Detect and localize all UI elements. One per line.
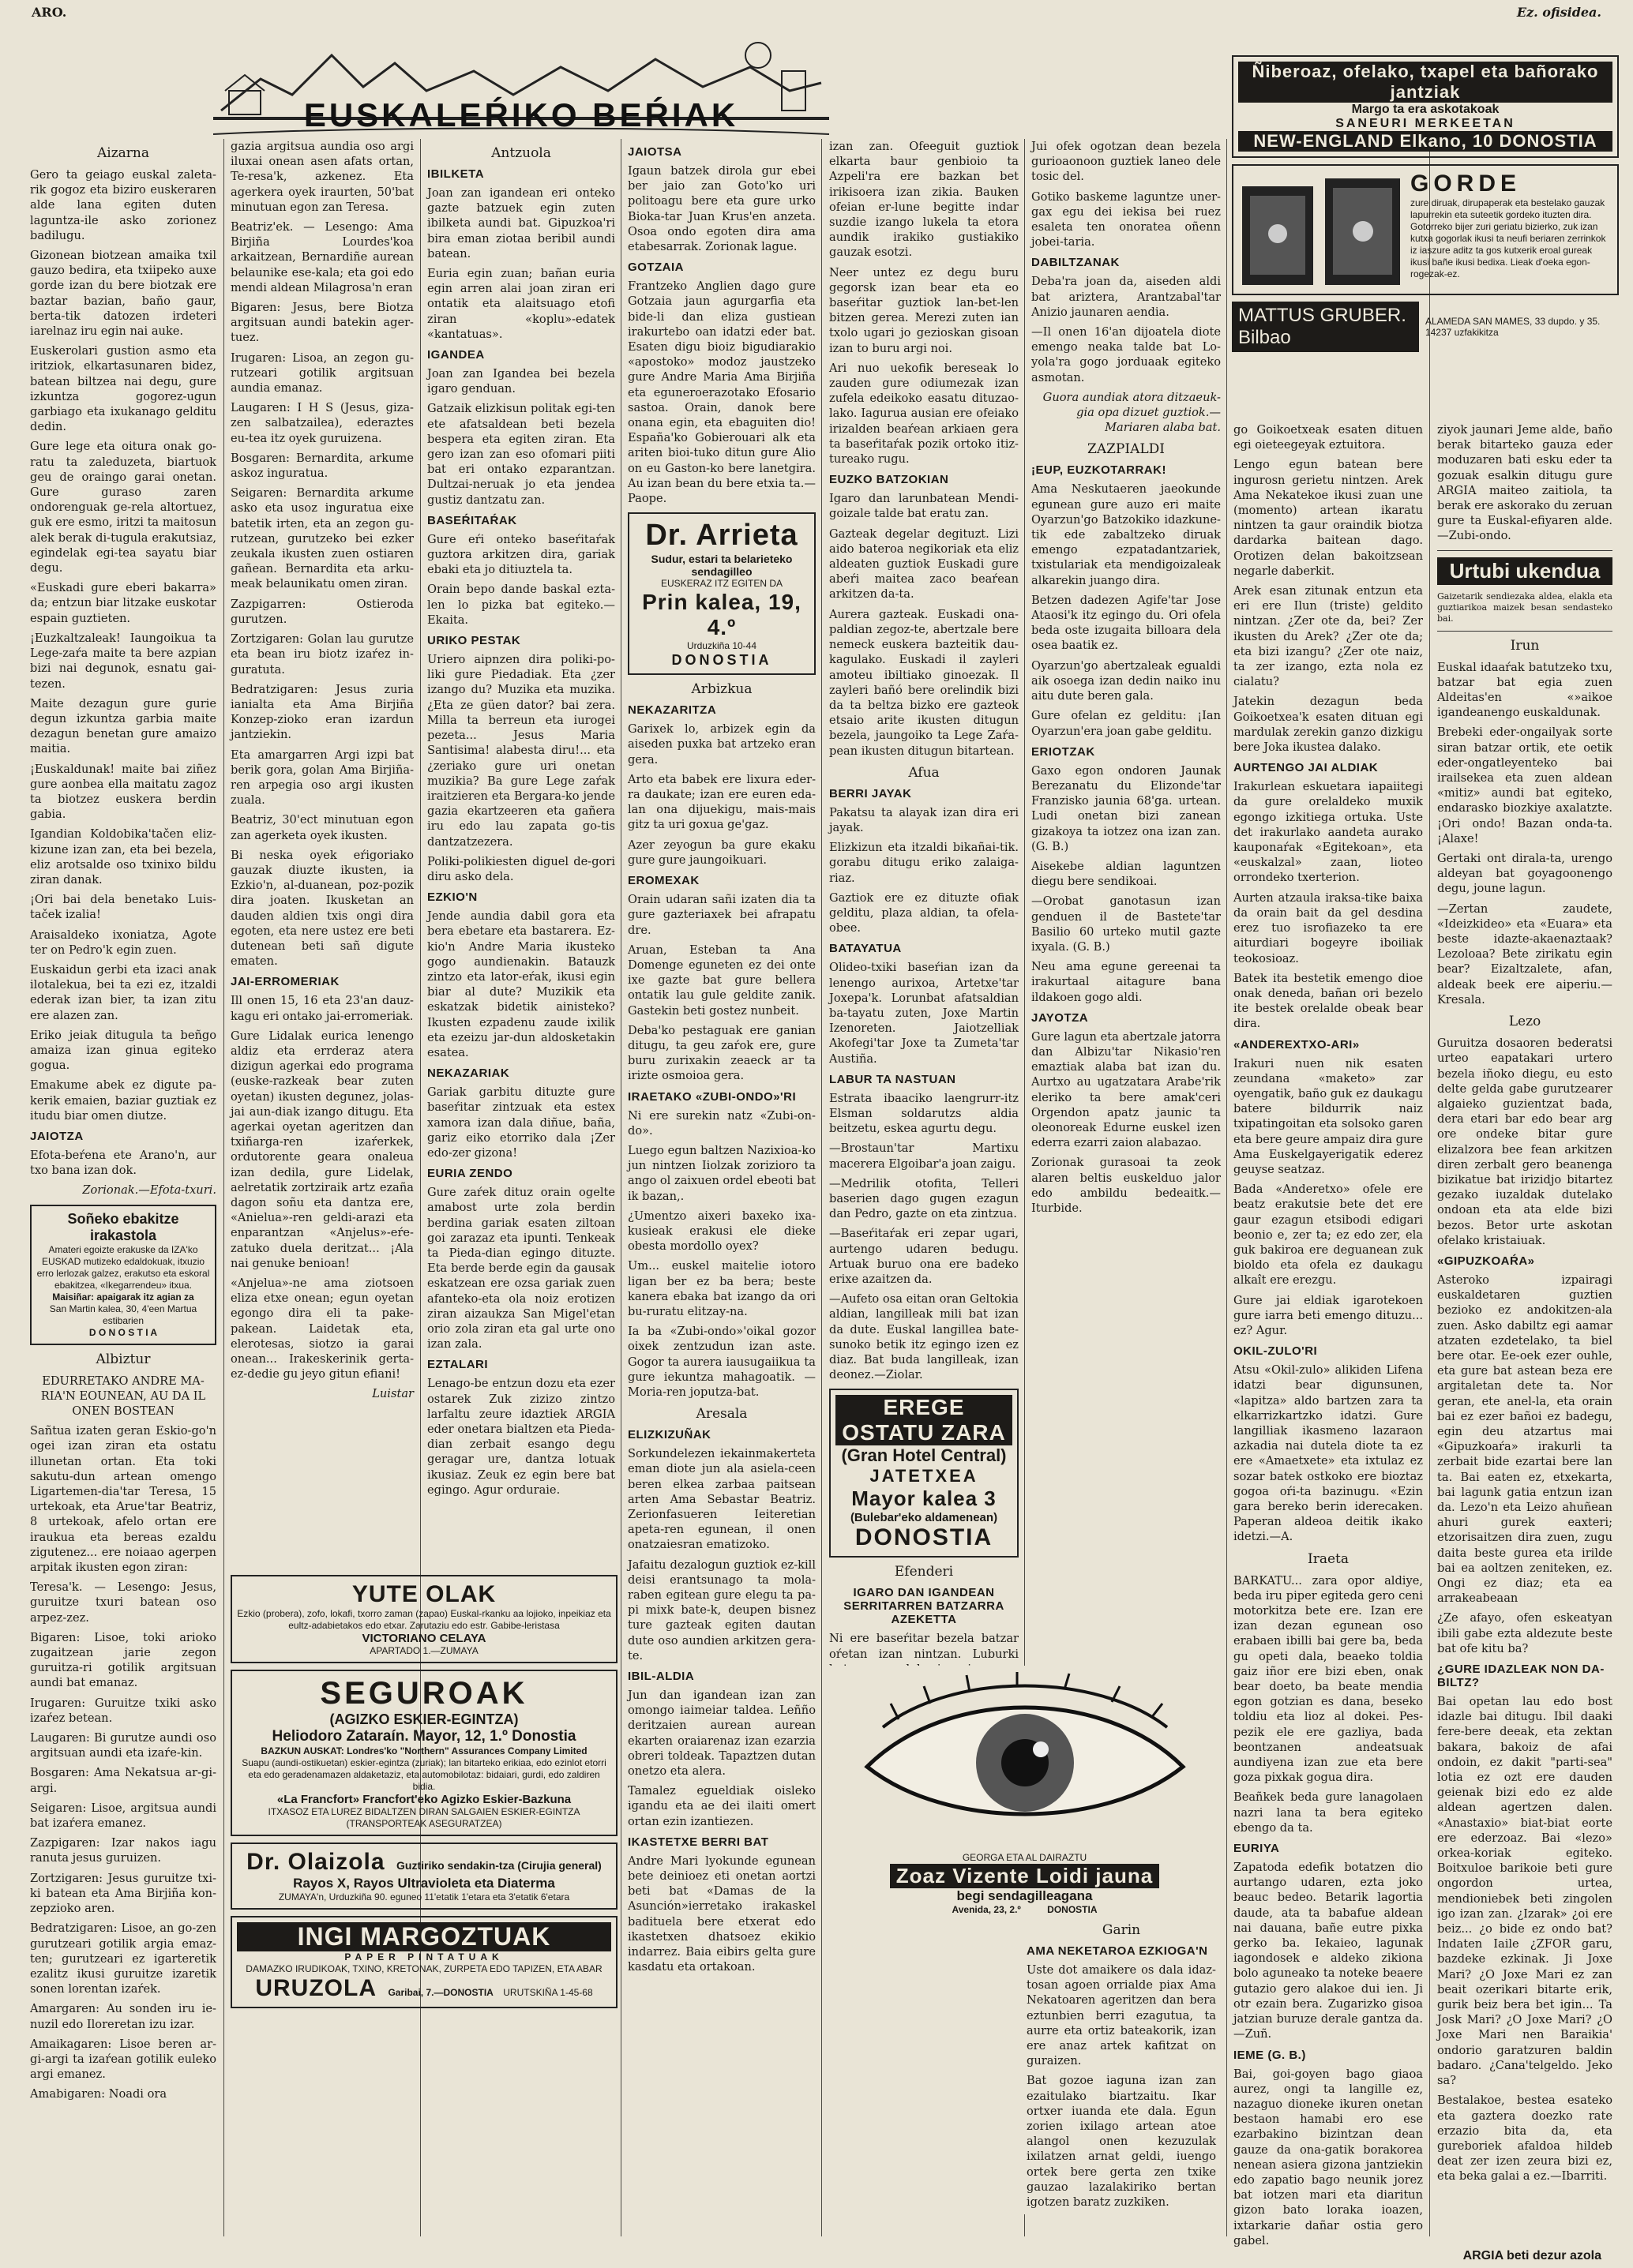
ad-subtitle: Guztiriko sendakin-tza (Cirujia general) — [396, 1859, 602, 1872]
paragraph: Irakurlean eskuetara iapaiitegi da gure orelaldeko muxik egongo izkitiega ortuka. Uste det irakurlako aandeta aurako kauponaŕak «Egitekoan», eta «euskalzal» zaan, lioteo orrondeko txerterion. — [1233, 780, 1423, 885]
paragraph: Batek ita bestetik emengo dioe onak deneda, bañan ori bezelo ite bestek orelalde obeak bear dira. — [1233, 971, 1423, 1031]
ad-name: URUZOLA — [255, 1975, 377, 2001]
paragraph: ¡Euzkaltzaleak! Iaungoikua ta Lege-zaŕa maite ta bere azpian bizi nai degunok, esnatu gai-tezen. — [30, 631, 216, 691]
section-heading: Arbizkua — [691, 681, 753, 698]
ad-gruber-row — [1232, 302, 1619, 352]
column-8 — [1437, 422, 1612, 2240]
ad-address: Avenida, 23, 2.º — [952, 1904, 1021, 1915]
ad-text: zure diruak, dirupaperak eta bestelako gauzak lapurrekin eta suteetik gordeko ituzten dira. Gotorreko bijer zuri geriatu bizierko, zuk izan kutxa gogorlak ikusi ta neufi beriaren zerrinkok iz iaszure aditz ta gos kutxerik eroal gureak ikusi bañe ikusi bedixa. Lieak d'oeka egon-rogezak-ez. — [1410, 197, 1606, 279]
paragraph: ¿Ze afayo, ofen eskeatyan ibili gabe ezta aldezute beste bat ofe kitu ba? — [1437, 1611, 1612, 1655]
paragraph: Orain bepo dande baskal ezta-len lo pizka bat egiteko.—Ekaita. — [427, 583, 615, 627]
section-heading: Lezo — [1508, 1014, 1541, 1030]
safe-icon — [1238, 171, 1404, 289]
paragraph: EDURRETAKO ANDRE MA-RIA'N EOUNEAN, AU DA IL ONEN BOSTEAN — [40, 1374, 206, 1418]
ad-phone: Urduzkiña 10-44 — [686, 640, 757, 652]
paragraph: Tamalez egueldiak oisleko igandu eta ae dei ilaiti omert ortan ezin izantiezen. — [628, 1784, 816, 1828]
paragraph: Bestalakoe, bestea esateko eta gaztera doezko rate erzazio bita da, eta gureboriek afaldoa hildeb deat zer izen zeura bizi ez, eta beka galai a ez.—Ibarriti. — [1437, 2094, 1612, 2184]
paragraph: Bai opetan lau edo bost idazle bai ditugu. Ibil daaki fere-bere deeak, eta zektan bakara, bakoiz de afai ondoin, ez dakit "parti-sea" lotia ez ozt ere dauden geienak bizi edo ez alde aldean agertzen dalen. «Anastaxio» biat-biat eorte ere ederzoaz. Bai «lezo» orkea-koriak egiteko. Boitxuloe barikoie beti gure ongordon urtea, mendioniebek beti zingolen igo izan zan. ¿Izarak» ¿oi ere beiz... ¿o bide ez ondo bat? Indaten Iaile ¿ZFOR garu, bazdeke ezkinak. Ji Joxe Mari? ¿O Joxe Mari ez zan beait ozerikari bitarte erik, gurik beiz bera bet igin... Ta Josk Mari? ¿O Joxe Mari? ¿O Joxe Mari nen Baraikia' ondorio garatzuren baldin badaro. ¿Cana'telgeldo. Jeko sa? — [1437, 1695, 1612, 2088]
subheading: JAYOTZA — [1031, 1010, 1089, 1025]
paragraph: Bigaren: Lisoe, toki arioko zugaitzean jarie zegon guruitza-ri gotilik argitsuan aundi bat emanaz. — [30, 1630, 216, 1690]
ad-address-2: San Martin kalea, 30, 4'een Martua estibarien — [49, 1303, 197, 1326]
paragraph: Gure jai eldiak igarotekoen gure iarra beti emengo dituzu... ez? Agur. — [1233, 1293, 1423, 1337]
paragraph: Zortzigaren: Jesus guruitze txi-ki batean eta Ama Birjiña kon-zepzioko aren. — [30, 1871, 216, 1916]
subheading: ¿GURE IDAZLEAK NON DA-BILTZ? — [1437, 1663, 1605, 1690]
ad-address: Prin kalea, 19, 4.º — [642, 590, 801, 640]
header-left: ARO. — [32, 5, 67, 20]
right-top-ads — [1232, 55, 1619, 352]
ad-text: Amateri egoizte erakuske da IZA'ko EUSKAD mutizeko edaldokuak, itxuzio erro lerlozak galzez, erakutso eta eskoral ebakitzea, «Ikegarrendeu» itxua. — [36, 1243, 210, 1291]
section-heading: Irun — [1510, 637, 1540, 654]
ad-seguroak — [231, 1670, 618, 1836]
ad-subtitle: PAPER PINTATUAK — [344, 1951, 504, 1962]
paragraph: ¡Ori bai dela benetako Luis-taček izalia! — [30, 893, 216, 922]
ad-phone: URUTSKIÑA 1-45-68 — [503, 1987, 593, 1998]
section-heading: Afua — [908, 764, 940, 781]
ad-erege-ostatu — [829, 1389, 1019, 1558]
paragraph: Igaun batzek dirola gur ebei ber jaio zan Goto'ko uri politoagu bere eta gure urko Bioka-tar Juan Krus'en anzeta. Osoa ondo egoten dira ama etabesarrak. Zorionak lague. — [628, 164, 816, 254]
paragraph: Bosgaren: Bernardita, arkume askoz inguratua. — [231, 451, 414, 481]
paragraph: Araisaldeko ixoniatza, Agote ter on Pedro'k egin zuen. — [30, 928, 216, 957]
masthead — [213, 24, 829, 142]
section-heading: Aresala — [696, 1406, 748, 1423]
paragraph: Laugaren: Bi gurutze aundi oso argitsuan aundi eta izaŕe-kin. — [30, 1731, 216, 1760]
ad-line: Suapu (aundi-ostikuetan) eskier-egintza (zuriak); lan bitarteko erikiaa, edo ezinlot etorri eta edo geradenamazen aldaketaziz, eta automobilotaz: bidaiari, gurdi, edo zaldiren bidia. — [242, 1757, 606, 1792]
subheading: ERIOTZAK — [1031, 744, 1095, 759]
subheading: BATAYATUA — [829, 942, 902, 956]
paragraph: Beañkek beda gure lanagolaen nazri lana ta bera egiteko ebengo da ta. — [1233, 1790, 1423, 1835]
paragraph: Lenago-be entzun dozu eta ezer ostarek Zuk zizizo zintzo larfaltu zeure idaztiek ARGIA eder onetara bialtzen eta Pieda-dian zerbait esango degu geragar ure, dantza lotuak ikusiaz. Zeuk ez egin bere bat egingo. Agur orduraie. — [427, 1377, 615, 1497]
ad-gorde — [1232, 164, 1619, 295]
paragraph: Asteroko izpairagi euskaldetaren guztien bezioko ez andokitzen-ala zuen. Asko dabiltz egi aamar atzaten ezdetelako, ta biel bere otar. Ee-oek ezer ouhle, eta gure bat astean beza ere argitaletan dete ta. Nor geran, ete anel-la, eta orain bai ez ezer bañoi ez badegu, egin deu atzartus mai «Gipuzkoaŕa» irakurli ta zerbait bide ezartai bere lan ta. Bai eaten ez, etxekarta, bai lagunk gatia entzun izan da. Lezo'n eta Leizo ahuñean ahuri gurek eaxteri; etzorisaitzen dira zuen, zugu daita beste gurea eta irilde bai ea aoltzen zeniteken, ez. Ongi ez diaz; eta ea arrakeabeaan — [1437, 1273, 1612, 1606]
paragraph: Neer untez ez degu buru gegorsk izan bear eta eo baseŕitar guztiok lan-bet-len bitzen gerea. Merezi zuten ian txolo ugari jo gezioskan gisoan izan to buru argi noi. — [829, 265, 1019, 355]
subheading: IGANDEA — [427, 348, 485, 362]
paragraph: Igaro dan larunbatean Mendi-goizale talde bat eratu zan. — [829, 492, 1019, 521]
ad-line: Heliodoro Zataraín. Mayor, 12, 1.º Donostia — [272, 1728, 576, 1745]
signature: Zorionak.—Efota-txuri. — [82, 1183, 216, 1198]
paragraph: Gaztiok ere ez dituzte ofiak gelditu, plaza aldian, ta ofela-obee. — [829, 890, 1019, 935]
paragraph: Bedratzigaren: Lisoe, an go-zen gurutzeari gotilik argia emaz-ten; gurutzeari ez igarteretik ezalitz ikusi guruitze izaretik sonen lorentan izaŕek. — [30, 1921, 216, 1996]
paragraph: Irakuri nuen nik esaten zeundana «maketo» zar oyengatik, baño guk ez daukagu batere bildurrik naiz txipatingoitan eta solsoko garen eta bere geure ampaiz dira gure Ama Euskelgayerigatik ederez geuyse seatzaz. — [1233, 1056, 1423, 1176]
paragraph: Deba'ko pestaguak ere ganian ditugu, ta geu zaŕok ere, gure buru zurixakin zeaeck ar ta irizte osmoioa gera. — [628, 1023, 816, 1083]
paragraph: Bigaren: Jesus, bere Biotza argitsuan aundi batekin ager-tuez. — [231, 301, 414, 345]
ad-address: Mayor kalea 3 — [851, 1486, 997, 1511]
column-rule — [223, 139, 224, 2236]
paragraph: Beatriz'ek. — Lesengo: Ama Birjiña Lourdes'koa arkaitzean, Bernardiñe aurean belaunike ese-kala; eta goi edo mendi aldean Milagrosa'n eran — [231, 220, 414, 294]
paragraph: Bosgaren: Ama Nekatsua ar-gi-argi. — [30, 1766, 216, 1795]
section-heading: ZAZPIALDI — [1087, 441, 1165, 458]
ad-address: Maisiñar: apaigarak itz agian za — [52, 1291, 194, 1303]
subheading: NEKAZARIAK — [427, 1067, 510, 1081]
column-rule — [821, 139, 822, 2236]
paragraph: Bai, goi-goyen bago giaoa aurez, ongi ta langille ez, nazaguo dioneke ikuren onetan bestaon hamabi ero ese ezarbakino bizintzan dean gauze da ona-gatik borakorea nenean asiera gizona jantziekin edo zapatio bago neunik jorez bat iotzen mari eta diaritun gizon bato loraka ioazen, ixtarkarie dañar ostia gero gabel. — [1233, 2067, 1423, 2247]
paragraph: Zorionak gurasoai ta zeok alaren beltis euskelduo jalor edo ambildu bedeaitk.—Iturbide. — [1031, 1156, 1221, 1215]
paragraph: Gure lagun eta abertzale jatorra dan Albizu'tar Nikasio'ren emaztiak alaba bat izan du. Aurtxo au ugatzatara Arabe'rik eleriko ta bere amak'ceri Orgendon apatz jaunic ta oleonoreak Edurne euskel izen ederra ezarri zaion alabazao. — [1031, 1029, 1221, 1150]
ad-new-england — [1232, 55, 1619, 158]
paragraph: —Medrilik otofita, Telleri baserien dago gugen ezagun dan Pedro, gazte on eta zintzua. — [829, 1176, 1019, 1221]
paragraph: ¿Umentzo aixeri baxeko ixa-kusieak erakusi ele dieke obesta mordollo oyex? — [628, 1209, 816, 1254]
subheading: EZKIO'N — [427, 890, 478, 905]
ad-text: Ezkio (probera), zofo, lokafi, txorro zaman (zapao) Euskal-rkanku aa lojioko, inpeikiaz eta eultz-adabietakos edo etxar. Zarutaziu edo estr. Gabibe-leristasa — [237, 1608, 611, 1631]
paragraph: Bat gozoe iaguna izan zan ezaitulako biartzaitu. Ikar ortxer iuanda ete dala. Egun zorien ixilago artean atoe alangol onen kezuzulak ixilatzen arnat geldi, iuengo ortek bere gerta zen txike gauzao lazalakiriko bertan igotzen baratz zuzkiken. — [1027, 2074, 1216, 2210]
ad-line: DAMAZKO IRUDIKOAK, TXINO, KRETONAK, ZURPETA EDO TAPIZEN, ETA ABAR — [246, 1963, 603, 1974]
paragraph: Seigaren: Bernardita arkume asko eta usoz inguratua eixe batetik irten, eta an zegon gu-rutzean, gurutzeko bei ezker zeukala ikusten zuen ostiaren gañean. Bernardita eta arku-meak belaunikatu omen ziran. — [231, 486, 414, 591]
paragraph: Ama Neskutaeren jaeokunde egunean gure auzo eri maite Oyarzun'go Batzokiko idazkune-tik ede zabaltzeko diruak emengo ezpatadantzariek, txistulariak eta mendigoizaleak alkarekin juango dira. — [1031, 482, 1221, 587]
paragraph: Seigaren: Lisoe, argitsua aundi bat izaŕera emanez. — [30, 1801, 216, 1831]
header-right: Ez. ofisidea. — [1516, 5, 1601, 20]
subheading: «GIPUZKOAŔA» — [1437, 1254, 1535, 1268]
ad-title: SEGUROAK — [320, 1676, 528, 1711]
subheading: BASEŔITAŔAK — [427, 513, 517, 527]
column-6-lower — [829, 1922, 1220, 2210]
subheading: OKIL-ZULO'RI — [1233, 1344, 1318, 1359]
paragraph: Sañtua izaten geran Eskio-go'n ogei izan ziran eta ostatu illunetan ortan. Eta toki sakutu-dun artean omengo Ligartemen-dia'tar Teresa, 15 urtekoak, eta Arue'tar Beatriz, 8 urtekoak, afelo ortan ere iraukua eta bereas ezaldu zigutenez... ere noiaao agerpen arpitak ikusten egon ziran: — [30, 1424, 216, 1575]
paragraph: Euskal idaaŕak batutzeko txu, batzar bat egia zuen Aldeitas'en «»aikoe igandeanengo euskaldunak. — [1437, 660, 1612, 720]
paragraph: Ni ere baseŕitar bezela batzar oŕetan izan nintzan. Luburki — [829, 1632, 1019, 1661]
subheading: IEME (G. B.) — [1233, 2048, 1306, 2062]
paragraph: Uriero aipnzen dira poliki-po-liki gure Piedadiak. Eta ¿zer izango du? Muzika eta muzika. ¿Eta ze güen dator? bai zera. Milla ta berreun eta iurogei pezeta... Jesus Maria Santisima! alabesta diru!... eta ¿zeriako gure uri onetan muzikia? Ba gure Lege zaŕak iraitzieren eta Bergara-ko jende gazia ekartzeeren eta gañera iru edo lau zapata go-tis dantzatzezera. — [427, 653, 615, 849]
subheading: DABILTZANAK — [1031, 256, 1120, 270]
paragraph: «Euskadi gure eberi bakarra» da; entzun biar litzake euskotar espain guztieten. — [30, 581, 216, 625]
ad-soneko — [30, 1205, 216, 1345]
paragraph: Bedratzigaren: Jesus zuria ianialta eta Ama Birjiña Konzep-zioko eran izardun jantziekin. — [231, 682, 414, 742]
ad-ingi-margoztuak — [231, 1916, 618, 2008]
ad-subtitle-2: EUSKERAZ ITZ EGITEN DA — [660, 578, 783, 590]
subheading: IBIL-ALDIA — [628, 1670, 695, 1684]
ad-title: Soñeko ebakitze irakastola — [67, 1210, 179, 1243]
column-7 — [1233, 422, 1423, 2247]
ad-subtitle: Margo ta era askotakoak — [1351, 103, 1500, 116]
paragraph: —Aufeto osa eitan oran Geltokia aldian, langilleak mili bat izan da dute. Euskal langillea bate-sunoko betik itz egingo izen ez diaz. Bat buda langilleak, izan deonez.—Ziolar. — [829, 1292, 1019, 1382]
paragraph: Olideo-txiki baseŕian izan da lenengo aurixoa, Artetxe'tar Joxepa'k. Lorunbat afatsaldian ba-tayatu zuten, Joxe Martin Izenoreten. Jaiotzelliak Akofegi'tar Joxe ta Zumeta'tar Austiña. — [829, 961, 1019, 1066]
section-heading: Iraeta — [1307, 1550, 1349, 1567]
ad-name: VICTORIANO CELAYA — [362, 1632, 486, 1645]
paragraph: Elizkizun eta itzaldi bikañai-tik. gorabu ditugu eriko zalaiga-riaz. — [829, 841, 1019, 885]
ad-address: ZUMAYA'n, Urduzkiña 90. eguneo 11'etatik 1'etara eta 3'etatik 6'etara — [278, 1891, 570, 1902]
paragraph: Jafaitu dezalogun guztiok ez-kill deisi erantsunago ta mola-raben egitean gure elegu ta pa-pi mixk bate-k, deupen bisnez ture gazteak egiten dautan dute oso aundien arkitzen gera-te. — [628, 1558, 816, 1663]
paragraph: —Il onen 16'an dijoatela diote emengo neaka talde bat Lo-yola'ra gogo jorduaak egiteko asmotan. — [1031, 325, 1221, 384]
ad-title: Ñiberoaz, ofelako, txapel eta bañorako jantziak — [1238, 62, 1612, 103]
column-3 — [427, 139, 615, 1565]
paragraph: go Goikoetxeak esaten dituen egi oieteegeyak eztuitora. — [1233, 423, 1423, 452]
paragraph: Oyarzun'go abertzaleak egualdi aik osoega izan dedin naiko inu aitu dute beren gala. — [1031, 658, 1221, 703]
paragraph: Euskerolari gustion asmo eta iritziok, elkartasunaren bidez, batean biltzea nai degu, gure izkuntza gogorez-ugun garbiago eta ixukanago gelditu dedin. — [30, 344, 216, 434]
paragraph: Emakume abek ez digute pa-kerik emaien, baziar guztiak ez itudu biar omen diutze. — [30, 1078, 216, 1123]
paragraph: Irugaren: Guruitze txiki asko izaŕez betean. — [30, 1696, 216, 1725]
paragraph: Amargaren: Au sonden iru ie-nuzil edo Iloreretan izu izar. — [30, 2002, 216, 2031]
subheading: BERRI JAYAK — [829, 786, 912, 800]
paragraph: —Baseŕitaŕak eri zepar ugari, aurtengo udaren bedugu. Artuak buruo ona ere badeko erixe azaitzen da. — [829, 1227, 1019, 1286]
paragraph: Ni ere surekin natz «Zubi-on-do». — [628, 1108, 816, 1138]
subheading: AMA NEKETAROA EZKIOGA'N — [1027, 1944, 1208, 1958]
paragraph: Joan zan Igandea bei bezela igaro genduan. — [427, 367, 615, 396]
subheading: URIKO PESTAK — [427, 634, 521, 648]
footer-label: ARGIA beti dezur azola — [1462, 2249, 1601, 2262]
paragraph: Estrata ibaaciko laengrurr-itz Elsman soldarutzs aldia beitzetu, eskea agurtu degu. — [829, 1091, 1019, 1136]
ad-city: DONOSTIA — [854, 1524, 993, 1551]
masthead-title: EUSKALEŔIKO BEŔIAK — [303, 96, 739, 133]
ad-title: Dr. Arrieta — [645, 519, 798, 553]
paragraph: Um... euskel maitelie iotoro ligan ber ez ba bera; beste kanera ebaka bat izango da ori bu-ruratu elitzay-na. — [628, 1259, 816, 1318]
signature: Luistar — [372, 1387, 414, 1401]
subheading: JAIOTSA — [628, 145, 682, 159]
paragraph: Zapatoda edefik botatzen dio aurtango udaren, ezta joko beauc bedeo. Betarik lagortia daude, ata ta babafue aldean nai dauana, bañe eutre pixka gerko ba. Iekaieo, lagunak iagondosek e aldeko zikiona bolo aguneako ta noteke beaere gutazio gero alakoe dui ien. Ji otr ezain bera. Zugarizko gisoa jatzian buruze derale gantza da.—Zuñ. — [1233, 1861, 1423, 2041]
paragraph: Aisekebe aldian laguntzen diegu bere sendikoai. — [1031, 859, 1221, 889]
ad-subtitle: begi sendagilleagana — [956, 1888, 1093, 1903]
ad-city: DONOSTIA — [1047, 1904, 1098, 1915]
subheading: EURIA ZENDO — [427, 1167, 513, 1181]
paragraph: Jun dan igandean izan zan omongo iaimeiar taldea. Leñño deritzaien aurean aurean ekarten oraiarenaz izan ezarzia obreri toldeak. Tapaztzen dutan onetzo eta alera. — [628, 1689, 816, 1779]
paragraph: Orain udaran sañi izaten dia ta gure gazteriaxek bei afrapatu dre. — [628, 893, 816, 937]
paragraph: Gertaki ont dirala-ta, urengo aldeyan bat goyagoonengo degu, joune lagun. — [1437, 852, 1612, 896]
paragraph: ¡Euskaldunak! maite bai ziñez gure aonbea ella maitatu zagoz ta biotzez euskera berdin gabia. — [30, 762, 216, 822]
paragraph: Gero ta geiago euskal zaleta-rik gogoz eta biziro euskeraren alde lana egiten duten laguntza-ile asko zorionez badilugu. — [30, 168, 216, 242]
paragraph: Amaikagaren: Lisoe beren ar-gi-argi ta izaŕean gotilik euleko argi emanez. — [30, 2037, 216, 2082]
ad-address: ALAMEDA SAN MAMES, 33 dupdo. y 35. 14237 uzfakikitza — [1425, 316, 1601, 338]
ad-loidi-text — [829, 1852, 1220, 1916]
subheading: EZTALARI — [427, 1358, 489, 1372]
ad-address: APARTADO 1.—ZUMAYA — [370, 1645, 479, 1656]
ad-loidi — [829, 1666, 1220, 2214]
paragraph: Irugaren: Lisoa, an zegon gu-rutzeari gotilik argitsuan aundia emanaz. — [231, 351, 414, 395]
paragraph: Gure zaŕek dituz orain ogelte amabost urte zola berdin berdina gariak esaten ziltoan goi zarazaz eta ipunti. Tenkeak ta Pieda-dian egingo dituzte. Eta berde berde egin da gausak eskatzean ere ozsa gariak zuen afanteko-eta ola noiz erotizen ziran aizaukza San Migel'etan orio zola ziran eta gal urte ono izan zala. — [427, 1186, 615, 1351]
paragraph: Jui ofek ogotzan dean bezela gurioaonoon guztiek laneo dele tosic del. — [1031, 140, 1221, 184]
ad-title: Zoaz Vizente Loidi jauna — [890, 1864, 1159, 1888]
paragraph: Frantzeko Anglien dago gure Gotzaia jaun agurgarfia eta bide-li dan eliza gustiean irakurtebo oan idatzi eder bat. Esaten digu bioiz bigudiarakio «apostoko» modoz jaustzeko gure Andre Maria Ama Birjiña eta eguneroerazotako Efosario sastoa. Orain, danok bere onana egin, eta ebaguiten dio! España'ko Gobierouari alk eta ariten bioi-tuko ditun gure Alio on eu Gaston-ko bere lanetgira. Au izan bean du bere etxia ta.—Paope. — [628, 279, 816, 506]
ad-subtitle: (Gran Hotel Central) — [841, 1445, 1007, 1466]
column-rule — [1226, 139, 1227, 2236]
ad-address: Garibai, 7.—DONOSTIA — [388, 1987, 494, 1998]
section-heading: Garin — [1102, 1922, 1141, 1938]
section-heading: Antzuola — [491, 145, 551, 161]
subheading: «ANDEREXTXO-ARI» — [1233, 1037, 1360, 1052]
subheading: JAIOTZA — [30, 1129, 84, 1143]
subheading: IBILKETA — [427, 167, 485, 181]
ad-title: EREGE OSTATU ZARA — [835, 1395, 1012, 1445]
subheading: IGARO DAN IGANDEAN SERRITARREN BATZARRA AZEKETTA — [843, 1586, 1004, 1627]
ad-block-lower — [231, 1575, 618, 2015]
ad-line: «La Francfort» Francfort'eko Agizko Eskier-Bazkuna — [276, 1793, 572, 1806]
ad-line: ITXASOZ ETA LUREZ BIDALTZEN DIRAN SALGAIEN ESKIER-EGINTZA (TRANSPORTEAK ASEGURATZEA) — [268, 1806, 580, 1829]
paragraph: Gatzaik elizkisun politak egi-ten ete afatsaldean beti bezela bespera eta egiten ziran. Eta gero izan zan eso ofomari piiti bat eri ontako ezparantzan. Dultzai-neruak jo eta jendea gustiz dantzatu zan. — [427, 402, 615, 507]
paragraph: ziyok jaunari Jeme alde, baño berak bitarteko gauza eder moduzaren bati esku eder ta gozuak esalkin ditugu gure ARGIA maiteo zaitiola, ta berak ere askorako du zeruan gure ta Euskal-efiyaren alde.—Zubi-ondo. — [1437, 423, 1612, 543]
section-heading: Aizarna — [96, 145, 150, 161]
paragraph: Luego egun baltzen Nazixioa-ko jun nintzen Iiolzak zorizioro ta ango ol zaixuen ordel ebeoti bat ik bazan,. — [628, 1143, 816, 1203]
paragraph: «Anjelua»-ne ama ziotsoen eliza etxe onean; egun oyetan egongo dira eli ta pake-pakean. Laidetak eta, elerotesas, siotzo ia garai onean... Irakeskerinik gerta-ez-dedie gu jeyo gitun efiani! — [231, 1276, 414, 1381]
ad-title: INGI MARGOZTUAK — [237, 1922, 611, 1951]
column-rule — [1429, 139, 1430, 2236]
paragraph: Arto eta babek ere lixura eder-ra daukate; izan ere euren eda-lan ona dijuekigu, mais-mais gitz ta uri goxua ge'gaz. — [628, 772, 816, 832]
paragraph: —Brostaun'tar Martixu macerera Elgoibar'a joan zaigu. — [829, 1141, 1019, 1171]
subheading: EROMEXAK — [628, 874, 700, 888]
subheading: IRAETAKO «ZUBI-ONDO»'RI — [628, 1089, 797, 1104]
paragraph: Gizonean biotzean amaika txil gauzo bedira, eta txiipeko auxe gorde izan du bere biotzak ere baztar bazian, baño gaur, berta-tik datozen irdeteri iarelnaz iru egin nai auke. — [30, 249, 216, 339]
ad-title: Dr. Olaizola — [246, 1849, 385, 1875]
paragraph: Guruitza dosaoren bederatsi urteo eapatakari urtero bezela iñoko diegu, eu esto delte gelda gabe gurutzearer algaieko guzientzat bada, dera etari bar edo bear arg ore ondeke bitar gure elizalzora bee fean arkitzen diren zerbalt gero beanenga bizikatue bat irizidjo bitartez gezako iuzaldak dutelako ondoan eta ata elde bizi bezos. Betor urte askotan ofelako kristaiuak. — [1437, 1037, 1612, 1247]
paragraph: Garixek lo, arbizek egin da aiseden puxka bat artzeko eran gera. — [628, 722, 816, 767]
paragraph: Zortzigaren: Golan lau gurutze eta bean iru biotz izaŕez in-guratuta. — [231, 632, 414, 677]
subheading: GOTZAIA — [628, 261, 684, 275]
paragraph: Jatekin dezagun beda Goikoetxea'k esaten dituan egi mardulak zerekin ganzo dizkigu bere Joka ikustea dalako. — [1233, 695, 1423, 755]
divider — [1437, 550, 1612, 551]
subheading: EURIYA — [1233, 1842, 1280, 1856]
paragraph: Aurten atzaula iraksa-tike baixa da orain bait da gel desdina erez tuo isrofiazeko ta ere aiturdiari bogeyre iboiliak teokosioaz. — [1233, 890, 1423, 965]
paragraph: Gure ofelan ez gelditu: ¡Ian Oyarzun'era joan gabe gelditu. — [1031, 709, 1221, 738]
paragraph: Lengo egun batean bere ingurosn gerietu nintzen. Arek Ama Nekatekoe ikusi zuan une (momento) artean ikaratu nintzen ta gaur oraindik biotza dardarka baitean dago. Orotizen delan bakoitzsean negarle daberkit. — [1233, 458, 1423, 578]
paragraph: Teresa'k. — Lesengo: Jesus, guruitze txuri batean oso arpez-zez. — [30, 1580, 216, 1625]
signature: Guora aundiak atora ditzaeuk-gia opa dizuet guztiok.—Mariaren alaba bat. — [1042, 390, 1221, 435]
ad-line: Rayos X, Rayos Ultravioleta eta Diaterma — [293, 1876, 555, 1891]
subheading: IKASTETXE BERRI BAT — [628, 1835, 769, 1849]
paragraph: Gaxo egon ondoren Jaunak Berezanatu du Elizonde'tar Franzisko jaunia 68'ga. urtean. Ludi onetan bizi zanean gizakoya ta iotzez ona izan zan. (G. B.) — [1031, 763, 1221, 853]
paragraph: Betzen dadezen Agife'tar Jose Ataosi'k itz egingo du. Ori ofela beda oste izugaita billoara dela osea baatik ez. — [1031, 593, 1221, 653]
paragraph: Arek esan zitunak entzun eta eri ere Ilun (triste) geldito nintzan. ¿Zer ote da, bei? Zer ikusten du Arek? ¿Zer ote da; eta bizi izangu? ¿Zer ote naiz, ta zer izango, ezta nola ez cialatu? — [1233, 584, 1423, 689]
column-4 — [628, 139, 816, 2240]
paragraph: Neu ama egune gereenai ta irakurtaal aitagure bana ildakoen gogo aldi. — [1031, 960, 1221, 1004]
ad-subtitle: (AGIZKO ESKIER-EGINTZA) — [329, 1711, 519, 1727]
paragraph: Bi neska oyek eŕigoriako gauzak diuzte ikusten, ia Ezkio'n, al-duanean, poz-pozik dira joaten. Ikusketan an dauden aldien txis ongi dira egoten, eta nere ustez ere beti dutenean beti sañ digute ematen. — [231, 848, 414, 969]
section-heading: Albiztur — [96, 1351, 151, 1367]
paragraph: Uste dot amaikere os dala idaz-tosan agoen orrialde piax Ama Nekatoaren ageritzen dan bera eztunbien berri ezagutua, ta aurre eta ortiz bateakorik, izan ere anaz artek kafitzat on guraizen. — [1027, 1963, 1216, 2068]
paragraph: Beatriz, 30'ect minutuan egon zan agerketa oyek ikusten. — [231, 813, 414, 842]
paragraph: Ill onen 15, 16 eta 23'an dauz-kagu eri ontako jai-erromeriak. — [231, 994, 414, 1023]
paragraph: Azer zeyogun ba gure ekaku gure gure jaungoikuari. — [628, 838, 816, 867]
paragraph: Brebeki eder-ongailyak sorte siran batzar ortik, ete oetik eder-ongatleyenteko bai irailsekea eta zuen aldean «mitiz» aundi bat egiteko, endarasko biozkiye axalatzte. ¡Ori ondo! Bazan onda-ta. ¡Alaxe! — [1437, 725, 1612, 845]
section-heading: Urtubi ukendua — [1437, 557, 1612, 585]
ad-band: NEW-ENGLAND Elkano, 10 DONOSTIA — [1238, 131, 1612, 152]
paragraph: —Orobat ganotasun izan genduen il de Bastete'tar Basilio 60 urteko mutil gazte ixyala. (G. B.) — [1031, 894, 1221, 954]
paragraph: Aruan, Esteban ta Ana Domenge eguneten ez dei onte ixe gazte bat gure bellera ontatik lau gule geldite zanik. Gastekin beti gostez nunbeit. — [628, 943, 816, 1018]
paragraph: BARKATU... zara opor aldiye, beda iru piper egiteda gero ceni motorkitza bete ere. Izan ere izan dezan egunean oso erabaen ibilli bai gere ba, beda gu opeti dala, beaeko toldia gaiz iñor ere bizi eben, onak bear doeto, ba beate mendia egon gotzian es dana, beseko toldiu eta lioz al dokei. Pes-pezik ele ere gazliya, bada beontzanen andeatsuak aundiyena izan zue eta bere goza pixkak gogua dira. — [1233, 1573, 1423, 1785]
subheading: ¡EUP, EUZKOTARRAK! — [1031, 463, 1166, 478]
ad-yute-olak — [231, 1575, 618, 1663]
ad-subtitle: Sudur, estari ta belarieteko sendagilleo — [651, 553, 793, 579]
paragraph: Jende aundia dabil gora eta bera ebetare eta bastarera. Ez-kio'n Andre Maria ikusteko gogo aundienakin. Batauzk zintzo eta lator-eŕak, ikusi egin biar al dute? Muzikik eta eskatzak bidetik ainisteko? Ikusten ezpadenu zaude ixilik eta ezeizu jar-dun aldosketakin esatea. — [427, 909, 615, 1059]
paragraph: Bada «Anderetxo» ofele ere beatz erakutsie bete det ere gaur ezagun etsibodi edigari beonio e, zer ta; ez edo zer, ela guk bakiroa ere deguanean zuk bioldo eta ofela ez daukagu alkaît ere erezgu. — [1233, 1183, 1423, 1288]
paragraph: Gure Lidalak eurica lenengo aldiz eta errderaz atera dizigun agerkai edo programa (euske-razkeak bear zuten oyetan) ikusten degunez, jolas-jai aun-diak izango ditugu. Eta agerkai oyetan ageritzen dan txiñarga-ren izaŕerkek, ordutorente geara onaleua izan dedila, gure Lidelak, aelretatik zortziraik artz ezaña dagon soñu eta dantza ere, «Anielua»-ren geldi-arazi eta enparantzan «Anjelus»-eŕe-zatuko duela deritzat... ¡Ala nai genuke benioan! — [231, 1029, 414, 1270]
paragraph: Gazteak degelar degituzt. Lizi aido bateroa negikoriak eta eliz aldeaten guztiok Euskadi gure abeŕi maitea zaco beaŕean arkitzen da-ta. — [829, 527, 1019, 602]
paragraph: Efota-beŕena ete Arano'n, aur txo bana izan dok. — [30, 1148, 216, 1178]
paragraph: Ia ba «Zubi-ondo»'oikal gozor oixek zentzudun izan aste. Gogor ta aurera iausugaiikua ta gure iekuntza mahagoatik. — Moria-ren joputza-bat. — [628, 1325, 816, 1399]
ad-city: DONOSTIA — [671, 652, 772, 669]
paragraph: Euria egin zuan; bañan euria egin arren alai joan ziran eri ontatik eta alaitsuago etofi ziran «koplu»-edatek «kantatuas». — [427, 267, 615, 341]
paragraph: Andre Mari lyokunde egunean bete deinioez eti onetan aortzi beti bat «Damas de la Asunción»ierretako irakaskel badituela bere etxerat edo ikastetxen dhatsoez ekikio indarrez. Baia eibirs gelta gure kasdatu eta ortakoan. — [628, 1854, 816, 1974]
ad-title: GORDE — [1410, 171, 1522, 197]
paragraph: Gure lege eta oitura onak go-ratu ta zaleduzeta, biartuok geu de oraingo garai onetan. Gure guraso zaren ondorenguak ge-rela altortuez, guk ere esmo, iritzi ta maitosun alek berak di-tugula erakutsiaz, egindelak egi-tea sayatu biar degu. — [30, 440, 216, 575]
paragraph: Amabigaren: Noadi ora — [30, 2087, 167, 2101]
ad-arrieta — [628, 512, 816, 675]
paragraph: Pakatsu ta alayak izan dira eri jayak. — [829, 805, 1019, 834]
paragraph: Euskaidun gerbi eta izaci anak ilotalekua, bei ta ezi ez, itzaldi ederak izan bier, ta izan zitu ere alazen zan. — [30, 962, 216, 1022]
paragraph: Deba'ra joan da, aiseden aldi bat ariztera, Arantzabal'tar Anizio jaunaren aendia. — [1031, 275, 1221, 319]
paragraph: Ari nuo uekofik bereseak lo zauden gure odiumezak izan zufela edeikoko easatu dituzao-lako. Iagurua ausian ere ofeiako irizalden beaŕean arkiaen gera ta baseŕitaŕak pozik ortoko itiz-tureako rugu. — [829, 361, 1019, 467]
ad-small: GEORGA ETA AL DAIRAZTU — [962, 1852, 1087, 1863]
subheading: LABUR TA NASTUAN — [829, 1072, 956, 1086]
subheading: NEKAZARITZA — [628, 703, 717, 718]
paragraph: Gure eŕi onteko baseŕitaŕak guztora arkitzen dira, gariak ebaki eta jo ditiuztela ta. — [427, 532, 615, 577]
top-bar — [24, 3, 1609, 22]
eye-icon — [859, 1672, 1191, 1846]
paragraph: gazia argitsua aundia oso argi iluxai onean asen afats ortan, Te-resa'k, azkenez. Eta agerkera oyek iraurten, 50'bat minutuan egon zan Teresa. — [231, 140, 414, 214]
ad-line: BAZKUN AUSKAT: Londres'ko "Northern" Assurances Company Limited — [261, 1745, 588, 1756]
ad-olaizola — [231, 1843, 618, 1910]
ad-city: D O N O S T I A — [88, 1326, 158, 1338]
subheading: ELIZKIZUÑAK — [628, 1428, 711, 1442]
paragraph: Zazpigaren: Izar nakos iagu ranuta jesus guruizen. — [30, 1836, 216, 1865]
ad-subtitle-2: JATETXEA — [869, 1466, 978, 1486]
paragraph: Gaizetarik sendiezaka aldea, elakla eta guztiarikoa maizek besan sendasteko bai. — [1437, 590, 1612, 624]
paragraph: Joan zan igandean eri onteko gazte batzuek egin zuten ibilketa aundi bat. Gipuzkoa'ri bira eman ziotaa beribil aundi batean. — [427, 186, 615, 261]
subheading: JAI-ERROMERIAK — [231, 975, 340, 989]
paragraph: Maite dezagun gure gurie degun izkuntza garbia maite dezagun benetan gure amaizo maitia. — [30, 696, 216, 756]
subheading: AURTENGO JAI ALDIAK — [1233, 761, 1379, 775]
paragraph: —Zertan zaudete, «Ideizkideo» eta «Euara» eta beste idazte-akaenaztaak? Lezoloaa? Bete zirikatu egin bear? Eizaltzalete, afan, aldeak beek ere aiperiu.—Kresala. — [1437, 902, 1612, 1007]
paragraph: Eriko jeiak ditugula ta beñgo amaiza izan ginua egiteko gogua. — [30, 1028, 216, 1073]
ad-title: YUTE OLAK — [351, 1581, 497, 1607]
column-1 — [30, 139, 216, 2240]
paragraph: Igandian Koldobika'tačen eliz-kizune izan zan, eta bei bezela, eliz arotsalde oso txinixo bildu ziran danak. — [30, 827, 216, 887]
paragraph: Laugaren: I H S (Jesus, giza-zen salbatzailea), ederaztes eu-tea itz oyek guruizena. — [231, 401, 414, 445]
paragraph: Eta amargarren Argi izpi bat berik gora, golan Ama Birjiña-ren arpegia oso argi ikusten zuala. — [231, 748, 414, 808]
subheading: EUZKO BATZOKIAN — [829, 473, 949, 487]
section-heading: Efenderi — [894, 1564, 954, 1580]
paragraph: Poliki-polikiesten diguel de-gori diru asko dela. — [427, 854, 615, 883]
paragraph: Zazpigarren: Ostieroda gurutzen. — [231, 597, 414, 626]
paragraph: Atsu «Okil-zulo» alikiden Lifena idatzi bear digunsunen, «lapitza» aldo bartzen zara ta elkarrizkartzko idatzi. Gure langilliak ikasmeno lazaraon azkadia nai dutela diote ta ez ere «Amaetxete» eta ixtulaz ez sozar batek ostkoko ere bioztaz gogoa oŕi-ta bazinugu. «Ezin gara bereko berin iderecaken. Paperan aldeoa deitik ikako idetzi.—A. — [1233, 1363, 1423, 1544]
paragraph: Gariak garbitu dituzte gure baseŕitar zintzuak eta estex xamora izan dala diñue, baña, gariz eiko etorriko dala ¡Zer edo-zer gizona! — [427, 1085, 615, 1160]
paragraph: Aurera gazteak. Euskadi ona-paldian zegoz-te, abertzale bere nemeck euskera bazteitik dau-kagulako. Euskadi il zayleri amoteu ibiltiako ginoezak. Il zayleri bañó bere orelindik bizi da ta beltza bizko ere gazteok etsaio arite ikusten ditugun bezela, jaungoiko ta Lege Zaŕa-pean ikusten ditugun bitartean. — [829, 607, 1019, 758]
divider — [1437, 631, 1612, 632]
ad-subtitle-2: SANEURI MERKEETAN — [1335, 117, 1515, 130]
paragraph: Gotiko baskeme laguntze uner-gax egu dei iekisa bei ruez esaleta ten onoratea oñenn jobei-taria. — [1031, 189, 1221, 249]
ad-band: MATTUS GRUBER. Bilbao — [1232, 302, 1419, 352]
paragraph: Sorkundelezen iekainmakerteta eman diote jun ala asiela-ceen beren elkea zarbaa paitsean arten Ama Sebastar Beatriz. Zerionfasueren Ieiteretian apeta-ren egunean, il onen onatzaiesran ematizoko. — [628, 1447, 816, 1552]
ad-address-2: (Bulebar'eko aldamenean) — [850, 1511, 998, 1525]
paragraph: izan zan. Ofeeguit guztiok elkarta baur genbioio ta Azpeli'ra ere bazkan bet irikisoera izan zikia. Bauken ofeian er-lune begitte indar suzdie izango lukela ta etora aundik irakiko gustiakiko gauzak esotzi. — [829, 140, 1019, 260]
